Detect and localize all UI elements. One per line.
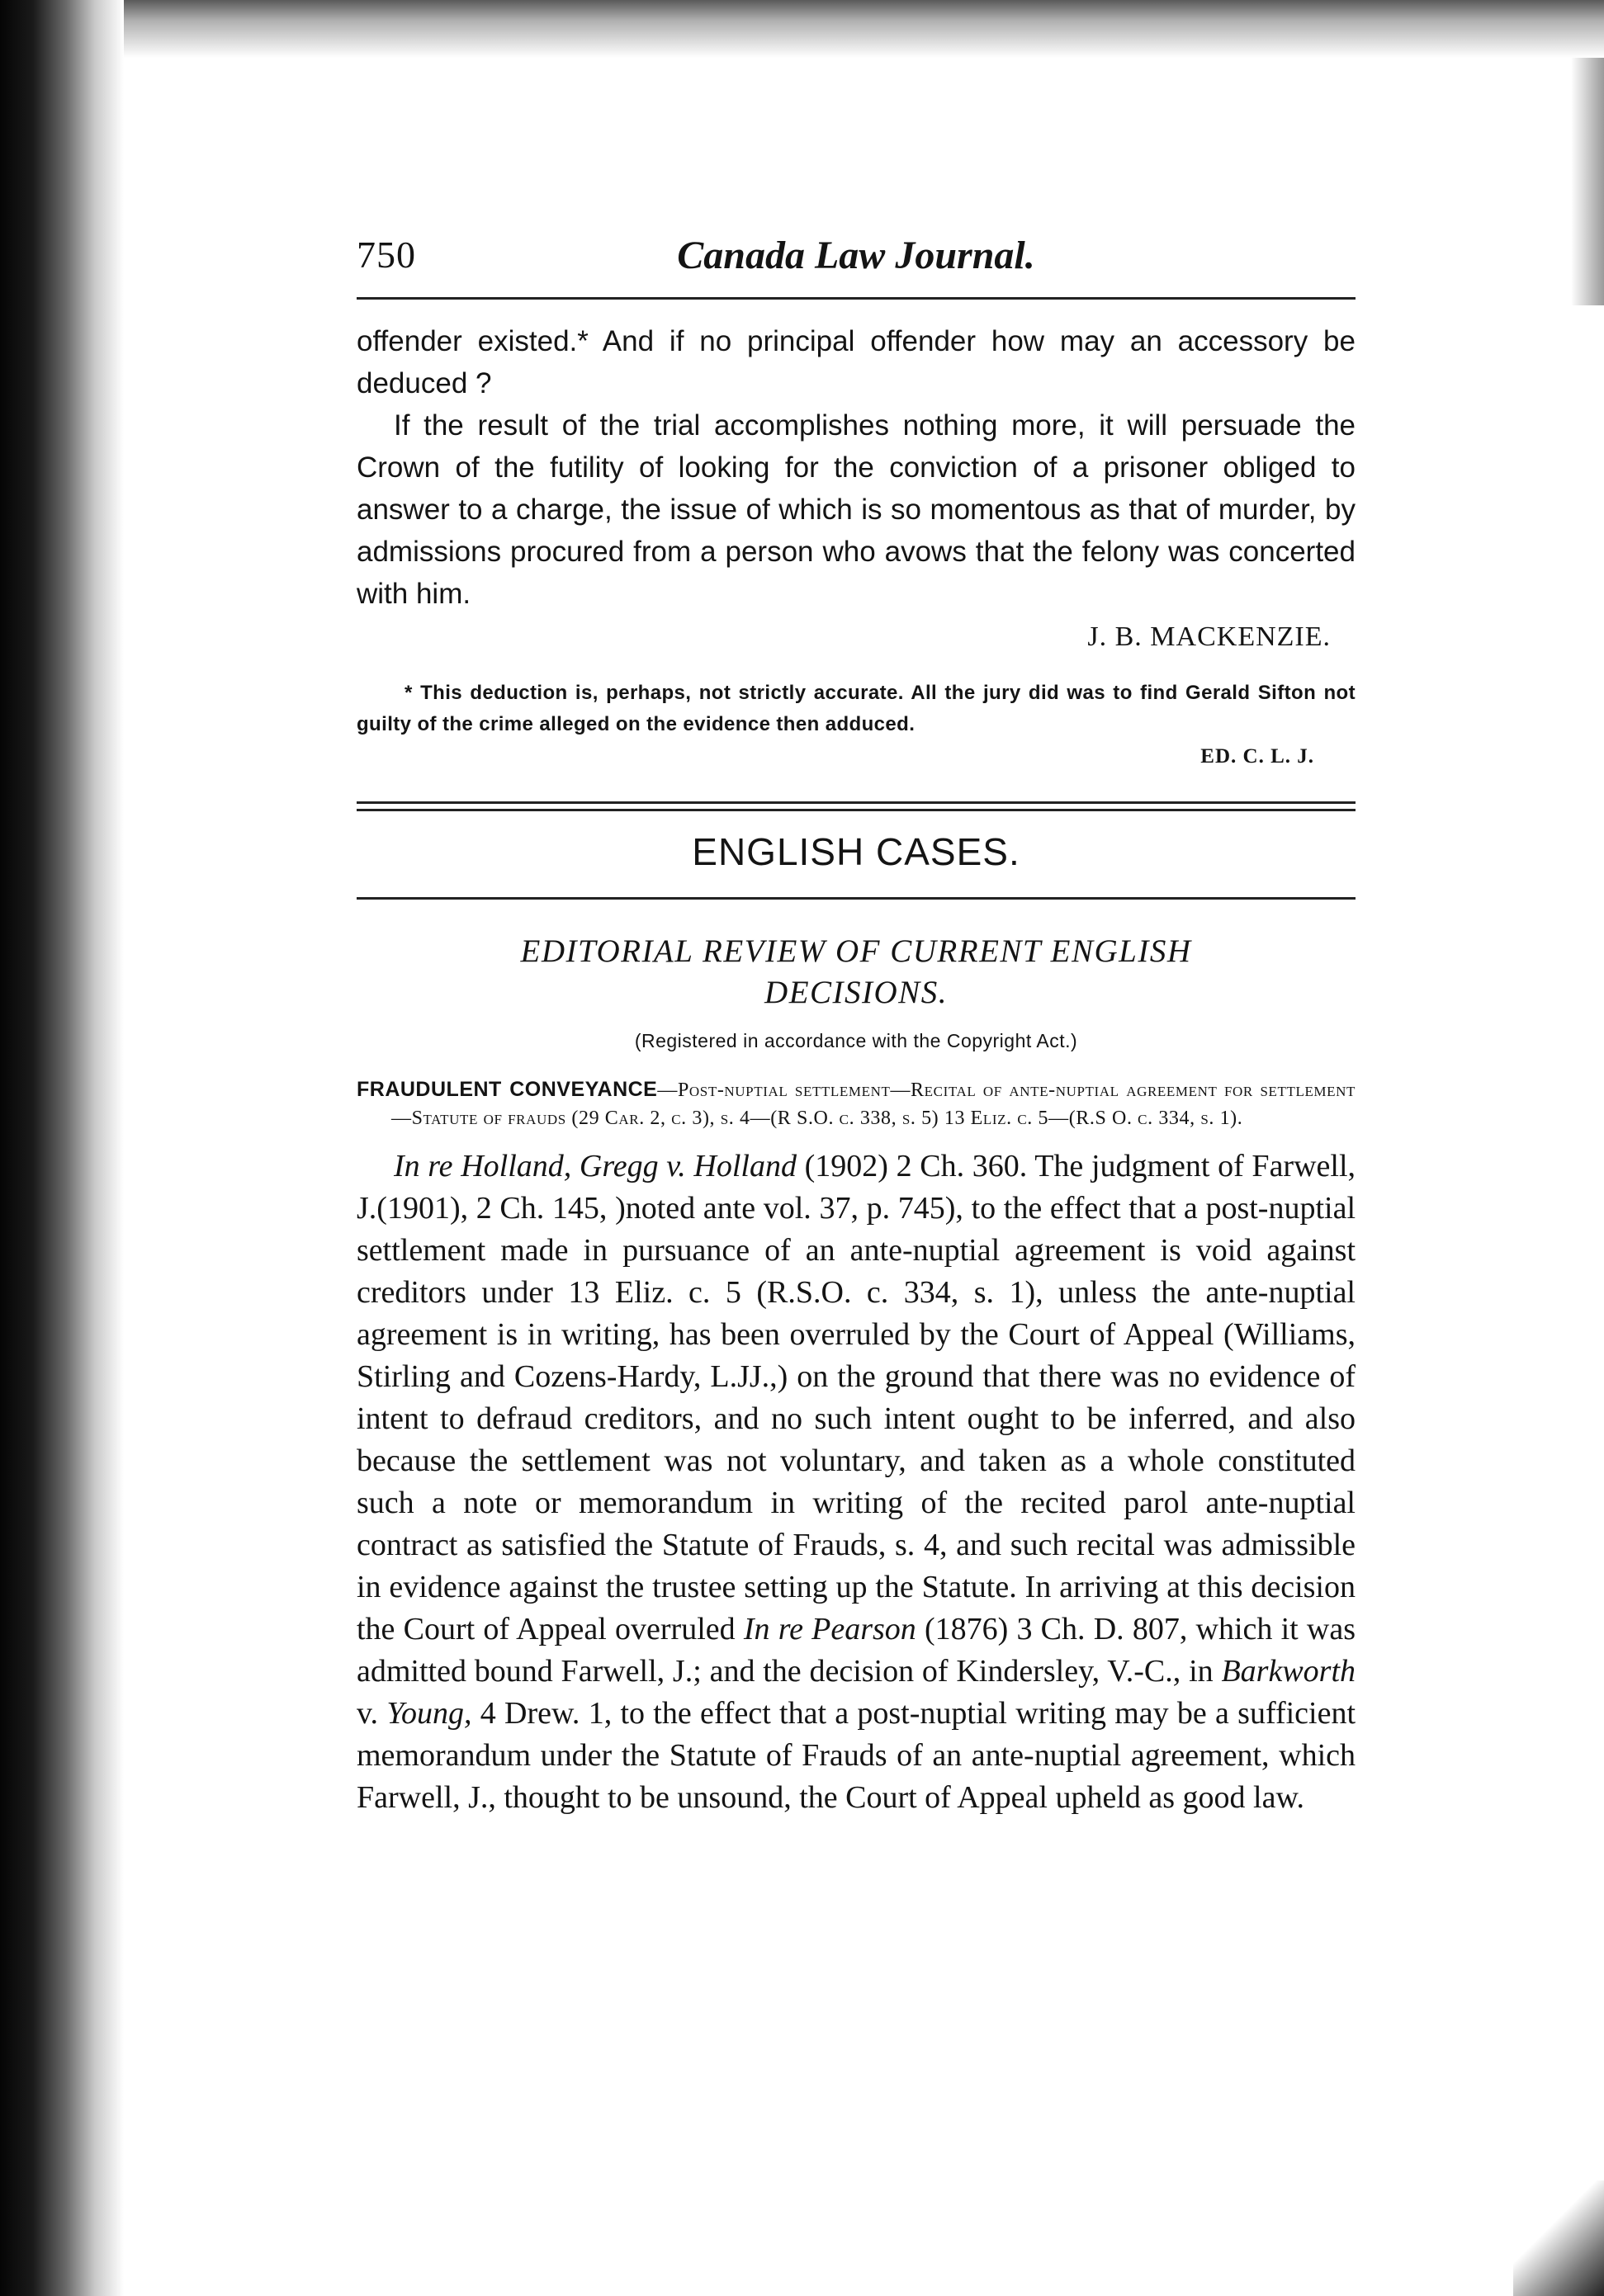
sub-heading-line: DECISIONS. [764,975,948,1010]
scan-shadow-right [1571,58,1604,305]
footnote: * This deduction is, perhaps, not strictly accurate. All the jury did was to find Gerald Sifton not guilty of the crime alleged on the evidence then adduced. [357,682,1356,735]
section-divider [357,801,1356,811]
cited-case: In re Pearson [743,1612,916,1646]
headnote-lead: FRAUDULENT CONVEYANCE [357,1078,658,1101]
scan-shadow-left [0,0,124,2296]
case-text: (1876) 3 Ch. D. 807, which it was admitted bound Farwell, J.; and the decision of Kindersley, V.-C., in [357,1612,1356,1689]
running-head [357,231,1356,297]
case-text: 4 Drew. 1, to the effect that a post-nuptial writing may be a sufficient memorandum under the Statute of Frauds of an ante-nuptial agreement, which Farwell, J., thought to be unsound, the Court of Appeal upheld as good law. [357,1696,1356,1815]
scan-shadow-top [124,0,1604,58]
article-paragraph: If the result of the trial accomplishes nothing more, it will persuade the Crown of the futility of looking for the conviction of a prisoner obliged to answer to a charge, the issue of which is so momentous as that of murder, by admissions procured from a person who avows that the felony was concerted with him. [357,409,1356,610]
page-number: 750 [357,234,416,276]
cited-case: Young, [386,1696,472,1731]
case-text: v. [357,1696,379,1731]
case-body [357,1146,1356,1819]
section-rule [357,897,1356,900]
cited-case: Barkworth [1221,1654,1356,1689]
case-name: In re Holland, Gregg v. Holland [394,1149,797,1183]
case-headnote [357,1075,1356,1132]
headnote-text: —Post-nuptial settlement—Recital of ante-nuptial agreement for settlement —Statute of frauds (29 Car. 2, c. 3), s. 4—(R S.O. c. 338, s. 5) 13 Eliz. c. 5—(R.S O. c. 334, s. 1). [391,1079,1356,1129]
sub-heading [357,931,1356,1013]
footnote-credit: ED. C. L. J. [1200,745,1314,768]
journal-title: Canada Law Journal. [677,234,1035,277]
case-text: (1902) 2 Ch. 360. The judgment of Farwell, J.(1901), 2 Ch. 145, )noted ante vol. 37, p. 745), to the effect that a post-nuptial settlement made in pursuance of an ante-nuptial agreement is void against creditors under 13 Eliz. c. 5 (R.S.O. c. 334, s. 1), unless the ante-nuptial agreement is in writing, has been overruled by the Court of Appeal (Williams, Stirling and Cozens-Hardy, L.JJ.,) on the ground that there was no evidence of intent to defraud creditors, and no such intent ought to be inferred, and also because the settlement was not voluntary, and taken as a whole constituted such a note or memorandum in writing of the recited parol ante-nuptial contract as satisfied the Statute of Frauds, s. 4, and such recital was admissible in evidence against the trustee setting up the Statute. In arriving at this decision the Court of Appeal overruled [357,1149,1356,1646]
author-signature: J. B. MACKENZIE. [1087,621,1331,652]
section-heading: ENGLISH CASES. [692,830,1020,873]
journal-page [357,231,1356,1819]
article-paragraph: offender existed.* And if no principal offender how may an accessory be deduced ? [357,325,1356,399]
scan-shadow-corner [1513,2180,1604,2296]
copyright-note: (Registered in accordance with the Copyright Act.) [634,1030,1078,1051]
header-rule [357,297,1356,300]
sub-heading-line: EDITORIAL REVIEW OF CURRENT ENGLISH [520,933,1192,969]
